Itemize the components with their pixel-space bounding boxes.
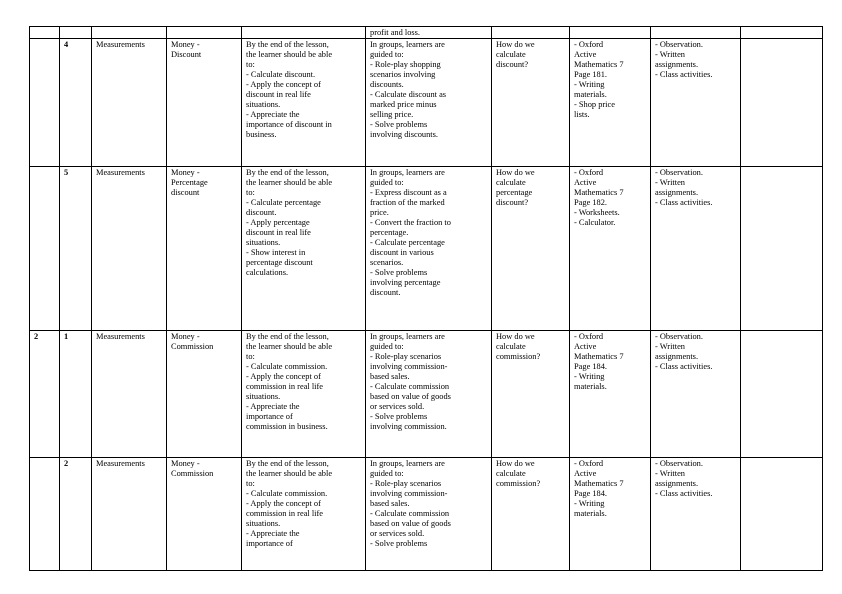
cell-line: commission in real life — [246, 382, 323, 391]
cell-line: materials. — [574, 90, 607, 99]
learning-outcomes-cell — [242, 458, 366, 571]
cell-line: Mathematics 7 — [574, 188, 624, 197]
cell-line: commission? — [496, 352, 541, 361]
cell-line: - Appreciate the — [246, 529, 300, 538]
cell-line: the learner should be able — [246, 178, 333, 187]
cell-line: involving percentage — [370, 278, 441, 287]
cell-line: or services sold. — [370, 402, 425, 411]
inquiry-question-cell — [492, 458, 570, 571]
cell-line: By the end of the lesson, — [246, 332, 329, 341]
cell-line: - Apply percentage — [246, 218, 310, 227]
cell-line: Active — [574, 342, 597, 351]
cell-line: profit and loss. — [370, 28, 421, 37]
cell-line: - Calculator. — [574, 218, 616, 227]
cell-line: involving commission. — [370, 422, 447, 431]
cell-line: - Class activities. — [655, 70, 713, 79]
cell-line: fraction of the marked — [370, 198, 445, 207]
cell-line: guided to: — [370, 342, 404, 351]
cell-line: commission in business. — [246, 422, 328, 431]
cell-line: calculations. — [246, 268, 289, 277]
table-row — [30, 331, 823, 458]
cell-line: situations. — [246, 392, 281, 401]
learning-outcomes-cell — [242, 167, 366, 331]
table-row — [30, 458, 823, 571]
lesson-cell: 4 — [60, 39, 92, 167]
cell-line: - Calculate commission — [370, 382, 450, 391]
remarks-cell — [741, 27, 823, 39]
lesson-cell: 2 — [60, 458, 92, 571]
cell-line: - Writing — [574, 80, 605, 89]
cell-line: - Shop price — [574, 100, 615, 109]
cell-line: guided to: — [370, 178, 404, 187]
strand-cell — [92, 27, 167, 39]
cell-line: situations. — [246, 238, 281, 247]
lesson-cell — [60, 27, 92, 39]
scheme-of-work-table — [29, 26, 823, 571]
learning-outcomes-cell — [242, 27, 366, 39]
cell-line: Percentage — [171, 178, 208, 187]
cell-line: scenarios involving — [370, 70, 436, 79]
cell-line: assignments. — [655, 188, 699, 197]
table-row — [30, 27, 823, 39]
cell-line: By the end of the lesson, — [246, 459, 329, 468]
cell-line: - Calculate commission. — [246, 362, 328, 371]
cell-line: discounts. — [370, 80, 404, 89]
remarks-cell — [741, 331, 823, 458]
learning-outcomes-cell — [242, 39, 366, 167]
cell-line: In groups, learners are — [370, 332, 445, 341]
cell-line: discount. — [370, 288, 401, 297]
cell-line: - Solve problems — [370, 412, 428, 421]
cell-line: guided to: — [370, 50, 404, 59]
cell-line: situations. — [246, 519, 281, 528]
cell-line: - Show interest in — [246, 248, 306, 257]
cell-line: based sales. — [370, 372, 410, 381]
cell-line: Money - — [171, 40, 200, 49]
cell-line: - Oxford — [574, 40, 604, 49]
cell-line: importance of — [246, 539, 293, 548]
cell-line: - Writing — [574, 499, 605, 508]
cell-line: Page 181. — [574, 70, 608, 79]
learning-experiences-cell — [366, 458, 492, 571]
cell-line: Active — [574, 50, 597, 59]
cell-line: - Calculate commission. — [246, 489, 328, 498]
cell-line: discount in various — [370, 248, 434, 257]
cell-line: How do we — [496, 40, 535, 49]
cell-line: Commission — [171, 342, 214, 351]
resources-cell — [570, 458, 651, 571]
cell-line: assignments. — [655, 352, 699, 361]
cell-line: - Role-play scenarios — [370, 479, 442, 488]
strand-cell: Measurements — [92, 167, 167, 331]
cell-line: Money - — [171, 459, 200, 468]
strand-cell: Measurements — [92, 39, 167, 167]
cell-line: - Observation. — [655, 168, 703, 177]
cell-line: to: — [246, 352, 255, 361]
cell-line: discount — [171, 188, 200, 197]
cell-line: Active — [574, 469, 597, 478]
cell-line: - Role-play scenarios — [370, 352, 442, 361]
cell-line: - Calculate discount as — [370, 90, 447, 99]
cell-line: - Oxford — [574, 332, 604, 341]
inquiry-question-cell — [492, 27, 570, 39]
remarks-cell — [741, 39, 823, 167]
table-row — [30, 167, 823, 331]
lesson-cell: 1 — [60, 331, 92, 458]
cell-line: - Apply the concept of — [246, 80, 321, 89]
resources-cell — [570, 39, 651, 167]
sub-strand-cell — [167, 27, 242, 39]
assessment-cell — [651, 27, 741, 39]
cell-line: situations. — [246, 100, 281, 109]
cell-line: calculate — [496, 178, 526, 187]
week-cell — [30, 167, 60, 331]
cell-line: By the end of the lesson, — [246, 168, 329, 177]
cell-line: the learner should be able — [246, 469, 333, 478]
cell-line: - Written — [655, 178, 685, 187]
cell-line: based on value of goods — [370, 519, 451, 528]
scheme-of-work-sheet — [29, 26, 823, 571]
cell-line: percentage discount — [246, 258, 313, 267]
cell-line: - Express discount as a — [370, 188, 447, 197]
cell-line: - Class activities. — [655, 198, 713, 207]
remarks-cell — [741, 458, 823, 571]
cell-line: How do we — [496, 332, 535, 341]
cell-line: - Writing — [574, 372, 605, 381]
cell-line: Page 184. — [574, 362, 608, 371]
cell-line: scenarios. — [370, 258, 404, 267]
cell-line: - Observation. — [655, 332, 703, 341]
cell-line: - Calculate discount. — [246, 70, 316, 79]
cell-line: - Solve problems — [370, 268, 428, 277]
cell-line: In groups, learners are — [370, 40, 445, 49]
assessment-cell — [651, 331, 741, 458]
cell-line: marked price minus — [370, 100, 437, 109]
strand-cell: Measurements — [92, 458, 167, 571]
inquiry-question-cell — [492, 39, 570, 167]
remarks-cell — [741, 167, 823, 331]
cell-line: - Class activities. — [655, 489, 713, 498]
resources-cell — [570, 331, 651, 458]
cell-line: materials. — [574, 382, 607, 391]
cell-line: - Observation. — [655, 459, 703, 468]
cell-line: discount? — [496, 60, 529, 69]
week-cell — [30, 39, 60, 167]
cell-line: calculate — [496, 50, 526, 59]
cell-line: percentage — [496, 188, 533, 197]
cell-line: Mathematics 7 — [574, 479, 624, 488]
cell-line: assignments. — [655, 60, 699, 69]
cell-line: Active — [574, 178, 597, 187]
cell-line: discount? — [496, 198, 529, 207]
cell-line: business. — [246, 130, 277, 139]
cell-line: calculate — [496, 469, 526, 478]
cell-line: involving commission- — [370, 362, 448, 371]
cell-line: discount. — [246, 208, 277, 217]
cell-line: How do we — [496, 459, 535, 468]
strand-cell: Measurements — [92, 331, 167, 458]
learning-experiences-cell — [366, 39, 492, 167]
cell-line: Mathematics 7 — [574, 60, 624, 69]
cell-line: to: — [246, 60, 255, 69]
inquiry-question-cell — [492, 167, 570, 331]
cell-line: importance of discount in — [246, 120, 332, 129]
week-cell — [30, 458, 60, 571]
cell-line: calculate — [496, 342, 526, 351]
cell-line: to: — [246, 479, 255, 488]
assessment-cell — [651, 167, 741, 331]
learning-experiences-cell — [366, 167, 492, 331]
cell-line: discount in real life — [246, 228, 311, 237]
cell-line: based sales. — [370, 499, 410, 508]
cell-line: - Observation. — [655, 40, 703, 49]
cell-line: importance of — [246, 412, 293, 421]
cell-line: - Apply the concept of — [246, 499, 321, 508]
cell-line: By the end of the lesson, — [246, 40, 329, 49]
cell-line: - Solve problems — [370, 539, 428, 548]
cell-line: - Written — [655, 50, 685, 59]
cell-line: Mathematics 7 — [574, 352, 624, 361]
sub-strand-cell — [167, 39, 242, 167]
cell-line: commission in real life — [246, 509, 323, 518]
sub-strand-cell — [167, 331, 242, 458]
cell-line: - Worksheets. — [574, 208, 620, 217]
cell-line: - Calculate percentage — [246, 198, 321, 207]
cell-line: - Role-play shopping — [370, 60, 441, 69]
cell-line: - Oxford — [574, 168, 604, 177]
cell-line: Page 184. — [574, 489, 608, 498]
cell-line: - Oxford — [574, 459, 604, 468]
cell-line: price. — [370, 208, 389, 217]
cell-line: - Appreciate the — [246, 402, 300, 411]
learning-outcomes-cell — [242, 331, 366, 458]
cell-line: - Calculate percentage — [370, 238, 445, 247]
cell-line: the learner should be able — [246, 342, 333, 351]
learning-experiences-cell — [366, 27, 492, 39]
resources-cell — [570, 167, 651, 331]
cell-line: In groups, learners are — [370, 168, 445, 177]
cell-line: percentage. — [370, 228, 409, 237]
resources-cell — [570, 27, 651, 39]
cell-line: selling price. — [370, 110, 414, 119]
cell-line: - Apply the concept of — [246, 372, 321, 381]
cell-line: In groups, learners are — [370, 459, 445, 468]
cell-line: - Written — [655, 342, 685, 351]
table-row — [30, 39, 823, 167]
cell-line: - Calculate commission — [370, 509, 450, 518]
cell-line: Discount — [171, 50, 202, 59]
assessment-cell — [651, 458, 741, 571]
week-cell — [30, 27, 60, 39]
cell-line: materials. — [574, 509, 607, 518]
cell-line: - Convert the fraction to — [370, 218, 451, 227]
cell-line: assignments. — [655, 479, 699, 488]
learning-experiences-cell — [366, 331, 492, 458]
lesson-cell: 5 — [60, 167, 92, 331]
cell-line: lists. — [574, 110, 590, 119]
assessment-cell — [651, 39, 741, 167]
cell-line: - Appreciate the — [246, 110, 300, 119]
cell-line: the learner should be able — [246, 50, 333, 59]
cell-line: - Solve problems — [370, 120, 428, 129]
cell-line: involving discounts. — [370, 130, 438, 139]
cell-line: based on value of goods — [370, 392, 451, 401]
sub-strand-cell — [167, 458, 242, 571]
week-cell: 2 — [30, 331, 60, 458]
cell-line: Commission — [171, 469, 214, 478]
cell-line: Money - — [171, 332, 200, 341]
cell-line: - Written — [655, 469, 685, 478]
sub-strand-cell — [167, 167, 242, 331]
inquiry-question-cell — [492, 331, 570, 458]
cell-line: How do we — [496, 168, 535, 177]
cell-line: Page 182. — [574, 198, 608, 207]
cell-line: to: — [246, 188, 255, 197]
cell-line: guided to: — [370, 469, 404, 478]
cell-line: discount in real life — [246, 90, 311, 99]
cell-line: or services sold. — [370, 529, 425, 538]
cell-line: involving commission- — [370, 489, 448, 498]
cell-line: commission? — [496, 479, 541, 488]
cell-line: - Class activities. — [655, 362, 713, 371]
cell-line: Money - — [171, 168, 200, 177]
